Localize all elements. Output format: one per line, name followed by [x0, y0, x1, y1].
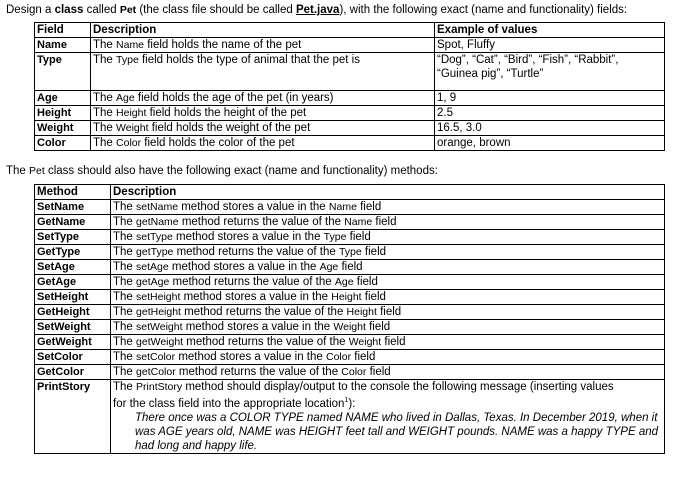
table-row	[35, 320, 665, 335]
method-description: The getAge method returns the value of the Age field	[111, 275, 665, 290]
intro-text: Design a	[6, 4, 55, 16]
field-description: The Height field holds the height of the pet	[91, 106, 435, 121]
table-row	[35, 53, 665, 91]
table-row	[35, 38, 665, 53]
table-row	[35, 350, 665, 365]
intro-paragraph	[6, 4, 627, 16]
intro-text: class should also have the following exact (name and functionality) methods:	[44, 165, 438, 177]
method-name: GetType	[35, 245, 111, 260]
method-description: The PrintStory method should display/output to the console the following message (inserting values for the class field into the appropriate location$^1$): There once was a COLOR TYPE named NAME who lived in Dallas, Texas. In December 2019, when it was AGE years old, NAME was HEIGHT feet tall and WEIGHT pounds. NAME was a happy TYPE and had long and happy life.	[111, 380, 665, 454]
table-row	[35, 230, 665, 245]
method-name: GetWeight	[35, 335, 111, 350]
class-keyword: class	[54, 4, 84, 16]
field-example: “Dog”, “Cat”, “Bird”, “Fish”, “Rabbit”, “Guinea pig”, “Turtle”	[435, 53, 665, 91]
table-row	[35, 136, 665, 151]
field-description: The Type field holds the type of animal that the pet is	[91, 53, 435, 91]
table-row	[35, 121, 665, 136]
fields-table	[34, 22, 665, 151]
table-row	[35, 305, 665, 320]
story-text: There once was a COLOR TYPE named NAME who lived in Dallas, Texas. In December 2019, when it was AGE years old, NAME was HEIGHT feet tall and WEIGHT pounds. NAME was a happy TYPE and had long and happy life.	[135, 411, 659, 452]
method-description: The setWeight method stores a value in the Weight field	[111, 320, 665, 335]
methods-intro	[6, 165, 438, 177]
column-header: Example of values	[435, 23, 665, 38]
method-description: The setType method stores a value in the Type field	[111, 230, 665, 245]
field-example: 16.5, 3.0	[435, 121, 665, 136]
field-description: The Name field holds the name of the pet	[91, 38, 435, 53]
field-name: Color	[35, 136, 91, 151]
field-description: The Weight field holds the weight of the pet	[91, 121, 435, 136]
table-row	[35, 260, 665, 275]
method-description: The getColor method returns the value of the Color field	[111, 365, 665, 380]
method-description: The setName method stores a value in the Name field	[111, 200, 665, 215]
method-description: The setAge method stores a value in the Age field	[111, 260, 665, 275]
class-name: Pet	[29, 165, 45, 177]
method-description: The getName method returns the value of the Name field	[111, 215, 665, 230]
table-row	[35, 106, 665, 121]
method-description: The getHeight method returns the value of the Height field	[111, 305, 665, 320]
table-row	[35, 91, 665, 106]
column-header: Method	[35, 185, 111, 200]
field-name: Height	[35, 106, 91, 121]
method-name: GetColor	[35, 365, 111, 380]
intro-text: ), with the following exact (name and functionality) fields:	[339, 4, 628, 16]
column-header: Field	[35, 23, 91, 38]
table-row	[35, 245, 665, 260]
table-row	[35, 380, 665, 454]
method-name: PrintStory	[35, 380, 111, 454]
methods-table	[34, 184, 665, 454]
field-example: 2.5	[435, 106, 665, 121]
field-name: Type	[35, 53, 91, 91]
file-name: Pet.java	[295, 4, 340, 16]
table-row	[35, 215, 665, 230]
table-header-row	[35, 185, 665, 200]
method-name: SetType	[35, 230, 111, 245]
field-name: Age	[35, 91, 91, 106]
field-example: Spot, Fluffy	[435, 38, 665, 53]
method-name: SetColor	[35, 350, 111, 365]
column-header: Description	[111, 185, 665, 200]
method-name: SetHeight	[35, 290, 111, 305]
field-example: orange, brown	[435, 136, 665, 151]
method-name: SetName	[35, 200, 111, 215]
table-row	[35, 200, 665, 215]
table-row	[35, 335, 665, 350]
method-description: The setColor method stores a value in the Color field	[111, 350, 665, 365]
intro-text: (the class file should be called	[136, 4, 296, 16]
class-name: Pet	[119, 4, 137, 16]
field-example: 1, 9	[435, 91, 665, 106]
table-header-row	[35, 23, 665, 38]
field-description: The Age field holds the age of the pet (in years)	[91, 91, 435, 106]
intro-text: called	[83, 4, 120, 16]
method-description: The getWeight method returns the value of the Weight field	[111, 335, 665, 350]
column-header: Description	[91, 23, 435, 38]
method-name: SetAge	[35, 260, 111, 275]
method-name: GetAge	[35, 275, 111, 290]
table-row	[35, 275, 665, 290]
field-name: Name	[35, 38, 91, 53]
footnote-marker: 1	[344, 397, 349, 404]
field-description: The Color field holds the color of the pet	[91, 136, 435, 151]
method-name: GetName	[35, 215, 111, 230]
method-name: SetWeight	[35, 320, 111, 335]
field-name: Weight	[35, 121, 91, 136]
method-description: The setHeight method stores a value in the Height field	[111, 290, 665, 305]
table-row	[35, 290, 665, 305]
method-name: GetHeight	[35, 305, 111, 320]
table-row	[35, 365, 665, 380]
intro-text: The	[6, 165, 30, 177]
method-description: The getType method returns the value of the Type field	[111, 245, 665, 260]
